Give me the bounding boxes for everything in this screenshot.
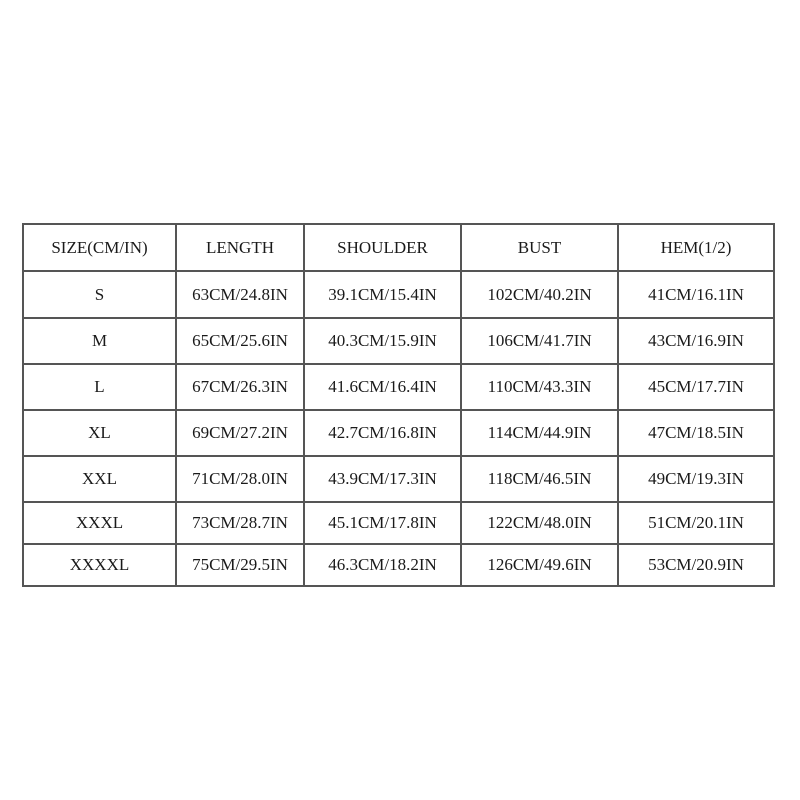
table-row bbox=[23, 410, 774, 456]
cell-bust: 110CM/43.3IN bbox=[461, 364, 618, 410]
cell-shoulder: 46.3CM/18.2IN bbox=[304, 544, 461, 586]
table-row bbox=[23, 364, 774, 410]
cell-size: L bbox=[23, 364, 176, 410]
cell-hem: 51CM/20.1IN bbox=[618, 502, 774, 544]
cell-length: 75CM/29.5IN bbox=[176, 544, 304, 586]
header-bust: BUST bbox=[461, 224, 618, 271]
cell-bust: 122CM/48.0IN bbox=[461, 502, 618, 544]
cell-hem: 49CM/19.3IN bbox=[618, 456, 774, 502]
cell-length: 69CM/27.2IN bbox=[176, 410, 304, 456]
table-row bbox=[23, 318, 774, 364]
cell-shoulder: 43.9CM/17.3IN bbox=[304, 456, 461, 502]
table-header-row bbox=[23, 224, 774, 271]
cell-shoulder: 40.3CM/15.9IN bbox=[304, 318, 461, 364]
cell-shoulder: 41.6CM/16.4IN bbox=[304, 364, 461, 410]
cell-size: S bbox=[23, 271, 176, 318]
cell-hem: 41CM/16.1IN bbox=[618, 271, 774, 318]
cell-size: XL bbox=[23, 410, 176, 456]
table-row bbox=[23, 544, 774, 586]
size-chart-table bbox=[22, 223, 775, 587]
cell-shoulder: 45.1CM/17.8IN bbox=[304, 502, 461, 544]
cell-hem: 45CM/17.7IN bbox=[618, 364, 774, 410]
header-size: SIZE(CM/IN) bbox=[23, 224, 176, 271]
header-hem: HEM(1/2) bbox=[618, 224, 774, 271]
cell-size: XXXXL bbox=[23, 544, 176, 586]
table-row bbox=[23, 502, 774, 544]
cell-shoulder: 39.1CM/15.4IN bbox=[304, 271, 461, 318]
cell-length: 71CM/28.0IN bbox=[176, 456, 304, 502]
cell-length: 65CM/25.6IN bbox=[176, 318, 304, 364]
table-row bbox=[23, 456, 774, 502]
cell-length: 67CM/26.3IN bbox=[176, 364, 304, 410]
cell-size: XXXL bbox=[23, 502, 176, 544]
cell-bust: 126CM/49.6IN bbox=[461, 544, 618, 586]
cell-bust: 102CM/40.2IN bbox=[461, 271, 618, 318]
cell-hem: 47CM/18.5IN bbox=[618, 410, 774, 456]
header-length: LENGTH bbox=[176, 224, 304, 271]
cell-length: 73CM/28.7IN bbox=[176, 502, 304, 544]
cell-shoulder: 42.7CM/16.8IN bbox=[304, 410, 461, 456]
cell-hem: 53CM/20.9IN bbox=[618, 544, 774, 586]
cell-size: XXL bbox=[23, 456, 176, 502]
header-shoulder: SHOULDER bbox=[304, 224, 461, 271]
cell-size: M bbox=[23, 318, 176, 364]
table-row bbox=[23, 271, 774, 318]
cell-bust: 118CM/46.5IN bbox=[461, 456, 618, 502]
cell-bust: 106CM/41.7IN bbox=[461, 318, 618, 364]
cell-bust: 114CM/44.9IN bbox=[461, 410, 618, 456]
cell-length: 63CM/24.8IN bbox=[176, 271, 304, 318]
cell-hem: 43CM/16.9IN bbox=[618, 318, 774, 364]
